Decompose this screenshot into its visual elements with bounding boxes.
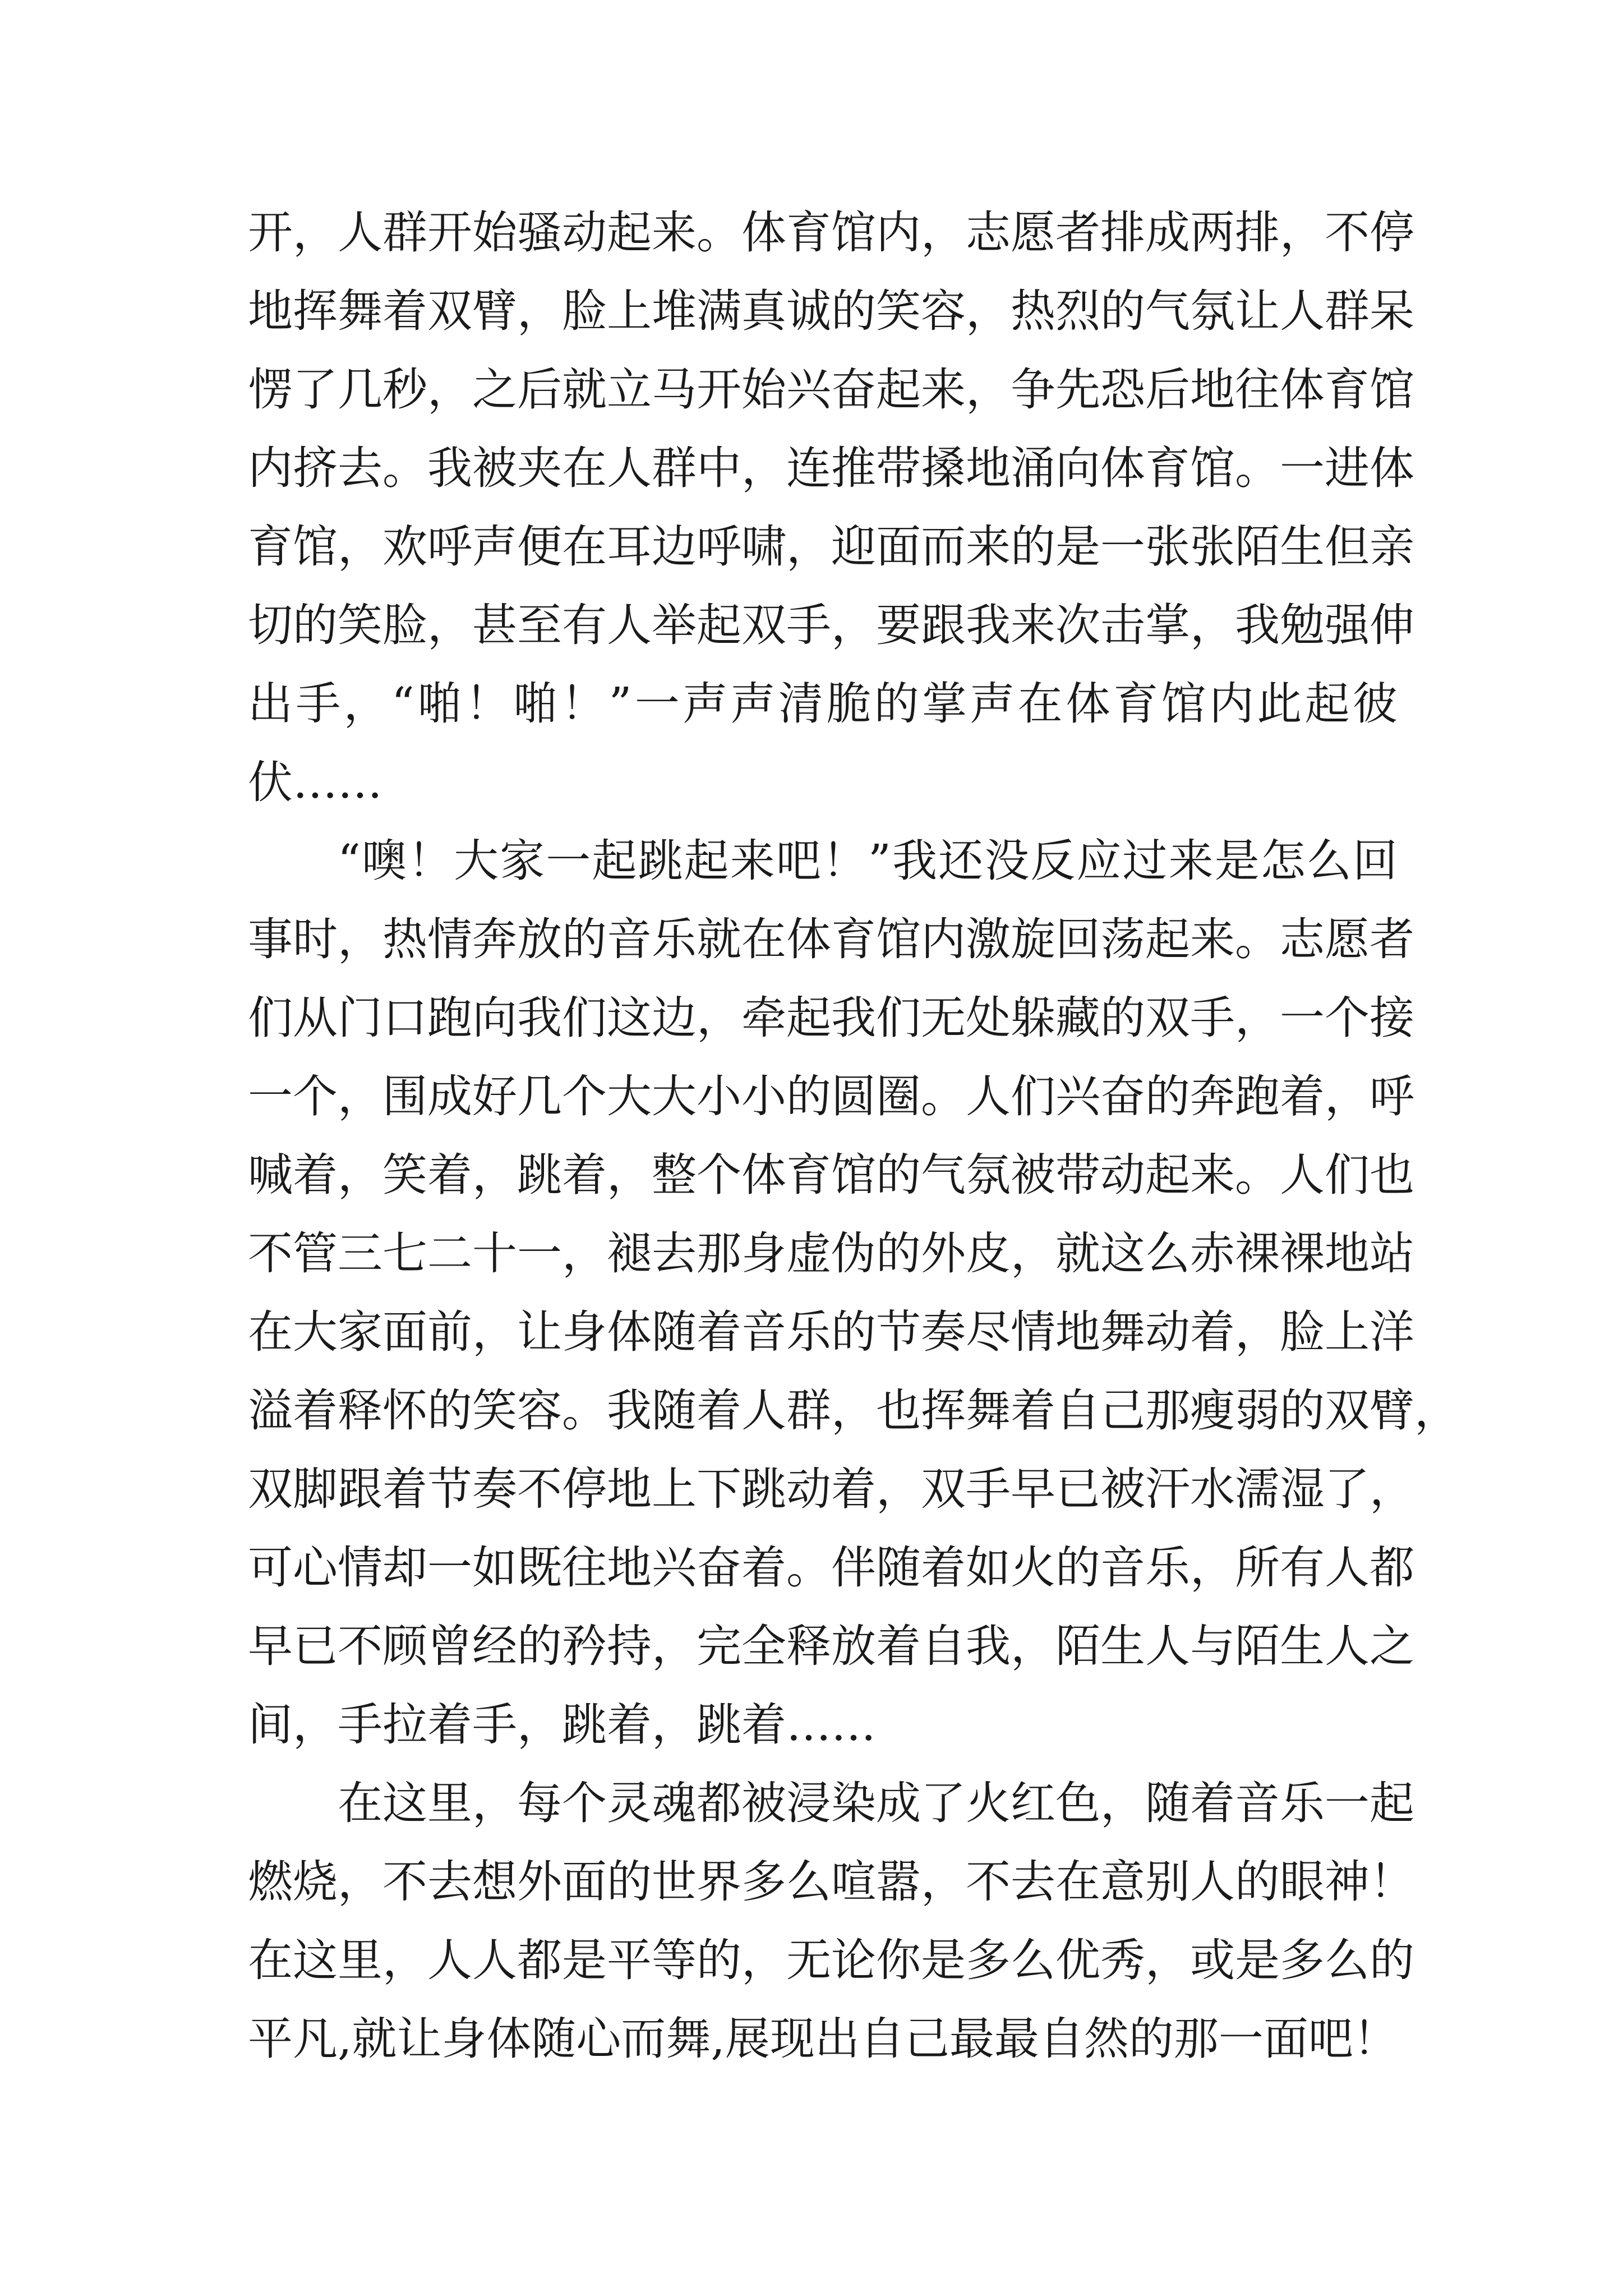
paragraph-line: 愣了几秒，之后就立马开始兴奋起来，争先恐后地往体育馆 xyxy=(248,364,1414,416)
paragraph-line: 间，手拉着手，跳着，跳着…… xyxy=(248,1699,876,1751)
paragraph-line: 可心情却一如既往地兴奋着。伴随着如火的音乐，所有人都 xyxy=(248,1542,1414,1594)
paragraph-line: 平凡,就让身体随心而舞,展现出自己最最自然的那一面吧！ xyxy=(248,2013,1398,2065)
paragraph-line: 伏…… xyxy=(248,756,382,808)
paragraph-line: 在这里，人人都是平等的，无论你是多么优秀，或是多么的 xyxy=(248,1934,1414,1986)
paragraph-line: 事时，热情奔放的音乐就在体育馆内激旋回荡起来。志愿者 xyxy=(248,913,1414,965)
paragraph-line: 切的笑脸，甚至有人举起双手，要跟我来次击掌，我勉强伸 xyxy=(248,599,1414,651)
paragraph-line: 溢着释怀的笑容。我随着人群，也挥舞着自己那瘦弱的双臂， xyxy=(248,1384,1459,1437)
paragraph-line: 双脚跟着节奏不停地上下跳动着，双手早已被汗水濡湿了， xyxy=(248,1463,1414,1515)
paragraph-line: 们从门口跑向我们这边，牵起我们无处躲藏的双手，一个接 xyxy=(248,992,1414,1044)
paragraph-line: 开，人群开始骚动起来。体育馆内，志愿者排成两排，不停 xyxy=(248,206,1414,259)
paragraph-line: 喊着，笑着，跳着，整个体育馆的气氛被带动起来。人们也 xyxy=(248,1149,1414,1201)
paragraph-2 xyxy=(248,822,1459,1764)
paragraph-line: 早已不顾曾经的矜持，完全释放着自我，陌生人与陌生人之 xyxy=(248,1620,1414,1672)
paragraph-line: 燃烧，不去想外面的世界多么喧嚣，不去在意别人的眼神！ xyxy=(248,1856,1414,1908)
paragraph-line: “噢！大家一起跳起来吧！”我还没反应过来是怎么回 xyxy=(338,835,1398,887)
paragraph-line: 不管三七二十一，褪去那身虚伪的外皮，就这么赤裸裸地站 xyxy=(248,1227,1414,1280)
document-body xyxy=(248,194,1459,2078)
paragraph-line: 一个，围成好几个大大小小的圆圈。人们兴奋的奔跑着，呼 xyxy=(248,1070,1414,1122)
paragraph-line: 出手，“啪！啪！”一声声清脆的掌声在体育馆内此起彼 xyxy=(248,678,1398,730)
paragraph-line: 在这里，每个灵魂都被浸染成了火红色，随着音乐一起 xyxy=(338,1777,1414,1829)
paragraph-line: 在大家面前，让身体随着音乐的节奏尽情地舞动着，脸上洋 xyxy=(248,1306,1414,1358)
paragraph-1 xyxy=(248,194,1414,822)
paragraph-line: 地挥舞着双臂，脸上堆满真诚的笑容，热烈的气氛让人群呆 xyxy=(248,285,1414,337)
paragraph-line: 内挤去。我被夹在人群中，连推带搡地涌向体育馆。一进体 xyxy=(248,442,1414,494)
paragraph-line: 育馆，欢呼声便在耳边呼啸，迎面而来的是一张张陌生但亲 xyxy=(248,521,1414,573)
paragraph-3 xyxy=(248,1764,1414,2078)
